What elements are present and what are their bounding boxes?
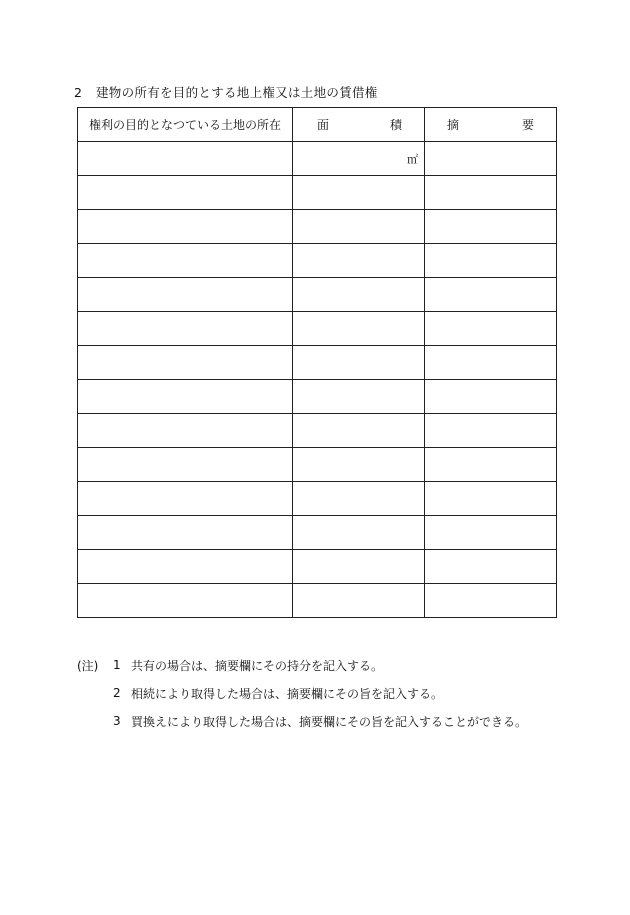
area-cell[interactable] bbox=[293, 380, 425, 414]
location-cell[interactable] bbox=[78, 346, 293, 380]
section-title: 建物の所有を目的とする地上権又は土地の賃借権 bbox=[96, 85, 378, 100]
table-row bbox=[78, 346, 557, 380]
location-cell[interactable] bbox=[78, 482, 293, 516]
table-header-row bbox=[78, 108, 557, 142]
area-cell[interactable] bbox=[293, 448, 425, 482]
section-number: 2 bbox=[74, 85, 83, 100]
location-cell[interactable] bbox=[78, 142, 293, 176]
notes-prefix: (注) bbox=[77, 658, 99, 673]
location-cell[interactable] bbox=[78, 312, 293, 346]
table-row bbox=[78, 312, 557, 346]
header-remarks bbox=[425, 108, 557, 142]
table-row bbox=[78, 176, 557, 210]
location-cell[interactable] bbox=[78, 380, 293, 414]
header-area bbox=[293, 108, 425, 142]
area-cell[interactable] bbox=[293, 176, 425, 210]
area-cell[interactable] bbox=[293, 278, 425, 312]
area-cell[interactable] bbox=[293, 414, 425, 448]
remarks-cell[interactable] bbox=[425, 176, 557, 210]
location-cell[interactable] bbox=[78, 278, 293, 312]
location-cell[interactable] bbox=[78, 210, 293, 244]
note-number: 1 bbox=[113, 658, 121, 672]
location-cell[interactable] bbox=[78, 516, 293, 550]
area-cell[interactable] bbox=[293, 244, 425, 278]
table-row bbox=[78, 482, 557, 516]
remarks-cell[interactable] bbox=[425, 244, 557, 278]
section-heading bbox=[74, 83, 378, 101]
location-cell[interactable] bbox=[78, 584, 293, 618]
table-row bbox=[78, 380, 557, 414]
location-cell[interactable] bbox=[78, 550, 293, 584]
note-item-1 bbox=[77, 651, 527, 679]
location-cell[interactable] bbox=[78, 176, 293, 210]
header-remarks-right: 要 bbox=[521, 118, 534, 132]
remarks-cell[interactable] bbox=[425, 550, 557, 584]
note-text: 買換えにより取得した場合は、摘要欄にその旨を記入することができる。 bbox=[131, 714, 528, 729]
remarks-cell[interactable] bbox=[425, 346, 557, 380]
table-body bbox=[78, 142, 557, 618]
note-item-3 bbox=[77, 707, 527, 735]
table-row bbox=[78, 448, 557, 482]
header-area-right: 積 bbox=[389, 118, 402, 132]
remarks-cell[interactable] bbox=[425, 278, 557, 312]
land-rights-table bbox=[77, 107, 557, 618]
table-row bbox=[78, 210, 557, 244]
note-text: 共有の場合は、摘要欄にその持分を記入する。 bbox=[131, 658, 384, 673]
table-row bbox=[78, 516, 557, 550]
note-text: 相続により取得した場合は、摘要欄にその旨を記入する。 bbox=[131, 686, 444, 701]
remarks-cell[interactable] bbox=[425, 380, 557, 414]
remarks-cell[interactable] bbox=[425, 142, 557, 176]
table-row bbox=[78, 584, 557, 618]
remarks-cell[interactable] bbox=[425, 448, 557, 482]
remarks-cell[interactable] bbox=[425, 414, 557, 448]
area-cell[interactable] bbox=[293, 516, 425, 550]
header-area-left: 面 bbox=[317, 118, 330, 132]
table-row bbox=[78, 278, 557, 312]
area-cell[interactable] bbox=[293, 210, 425, 244]
area-cell[interactable] bbox=[293, 346, 425, 380]
remarks-cell[interactable] bbox=[425, 584, 557, 618]
remarks-cell[interactable] bbox=[425, 482, 557, 516]
table-row bbox=[78, 244, 557, 278]
remarks-cell[interactable] bbox=[425, 312, 557, 346]
header-location: 権利の目的となつている土地の所在 bbox=[78, 108, 293, 142]
table-row bbox=[78, 142, 557, 176]
note-number: 3 bbox=[113, 714, 121, 728]
location-cell[interactable] bbox=[78, 414, 293, 448]
area-cell[interactable] bbox=[293, 584, 425, 618]
note-item-2 bbox=[77, 679, 527, 707]
area-cell[interactable] bbox=[293, 142, 425, 176]
note-number: 2 bbox=[113, 686, 121, 700]
area-unit: ㎡ bbox=[407, 153, 418, 166]
notes-section bbox=[77, 651, 527, 735]
location-cell[interactable] bbox=[78, 448, 293, 482]
table-row bbox=[78, 414, 557, 448]
remarks-cell[interactable] bbox=[425, 210, 557, 244]
remarks-cell[interactable] bbox=[425, 516, 557, 550]
header-remarks-left: 摘 bbox=[447, 118, 460, 132]
area-cell[interactable] bbox=[293, 482, 425, 516]
area-cell[interactable] bbox=[293, 550, 425, 584]
location-cell[interactable] bbox=[78, 244, 293, 278]
area-cell[interactable] bbox=[293, 312, 425, 346]
table-row bbox=[78, 550, 557, 584]
